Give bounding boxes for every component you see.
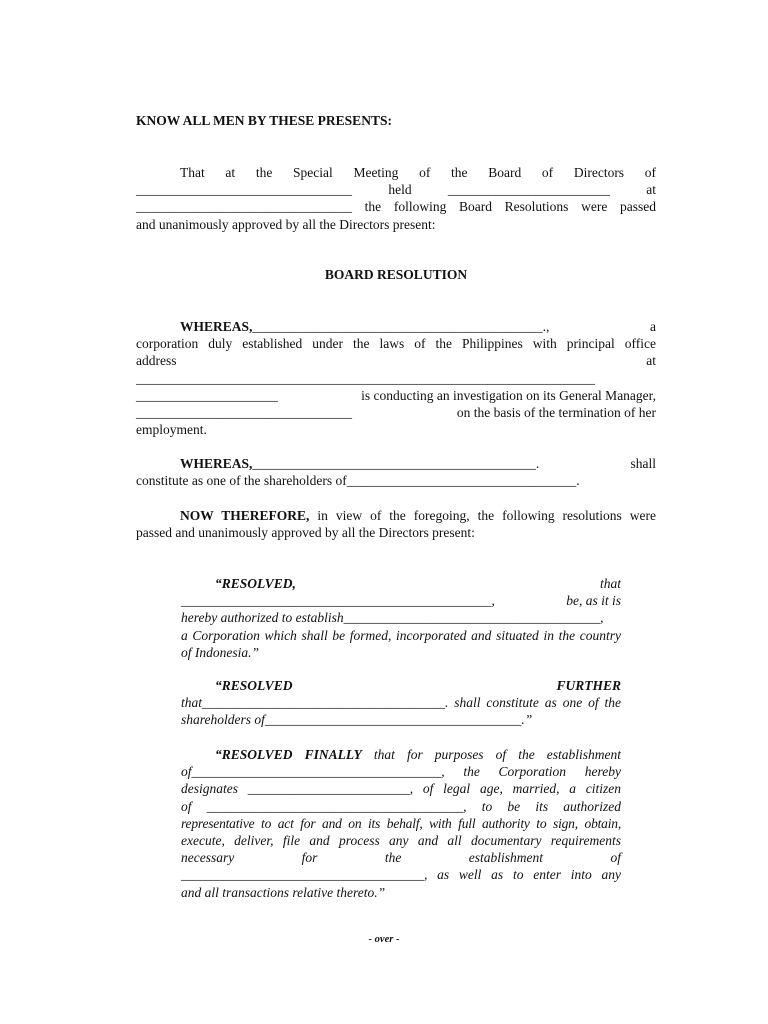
text-shall: shall bbox=[630, 456, 656, 471]
blank-field: ______________________________________________, bbox=[181, 593, 495, 609]
whereas-label: WHEREAS, bbox=[180, 319, 253, 334]
word: of bbox=[610, 850, 621, 866]
resolution-text: be, as it is bbox=[566, 593, 621, 609]
word: establishment bbox=[468, 850, 544, 866]
resolution-line: representative to act for and on its behalf, with full authority to sign, obtain, bbox=[181, 815, 621, 831]
resolution-line: designates ________________________, of legal age, married, a citizen bbox=[181, 781, 621, 797]
resolution-line: shareholders of______________________________________.” bbox=[181, 712, 533, 728]
whereas-text: is conducting an investigation on its General Manager, bbox=[361, 387, 656, 403]
word: necessary bbox=[181, 850, 235, 866]
resolution-line bbox=[181, 592, 621, 609]
resolution-2 bbox=[181, 677, 621, 729]
whereas-line: employment. bbox=[136, 422, 207, 438]
blank-field: ___________________________________________., bbox=[252, 319, 550, 334]
whereas-paragraph-2 bbox=[136, 455, 656, 489]
resolution-line: that____________________________________. shall constitute as one of the bbox=[181, 695, 621, 711]
intro-line: That at the Special Meeting of the Board of Directors of bbox=[180, 165, 656, 180]
document-title: BOARD RESOLUTION bbox=[324, 267, 468, 282]
whereas-text: on the basis of the termination of her bbox=[456, 405, 656, 421]
now-therefore-line: passed and unanimously approved by all the Directors present: bbox=[136, 525, 475, 541]
word: for bbox=[301, 850, 318, 866]
resolved-finally-label: “RESOLVED FINALLY bbox=[215, 747, 362, 762]
intro-line: and unanimously approved by all the Directors present: bbox=[136, 216, 436, 232]
now-therefore-label: NOW THEREFORE, bbox=[180, 508, 310, 523]
text-a: a bbox=[650, 319, 656, 334]
resolution-text: that for purposes of the establishment bbox=[373, 747, 622, 762]
resolution-line: and all transactions relative thereto.” bbox=[181, 884, 386, 900]
text-held: held bbox=[388, 182, 412, 198]
resolution-line bbox=[181, 575, 621, 592]
blank-field: __________________________________________. bbox=[252, 456, 540, 471]
now-therefore-paragraph bbox=[136, 507, 656, 541]
whereas-line bbox=[136, 472, 656, 489]
text-address: address bbox=[136, 353, 177, 369]
page-footer-over: - over - bbox=[368, 934, 400, 945]
whereas-line bbox=[136, 352, 656, 369]
whereas-line bbox=[136, 404, 656, 421]
now-therefore-text: in view of the foregoing, the following resolutions were bbox=[317, 508, 657, 523]
resolution-3 bbox=[181, 746, 621, 901]
resolution-1 bbox=[181, 575, 621, 661]
heading: KNOW ALL MEN BY THESE PRESENTS: bbox=[136, 113, 392, 128]
text-that: that bbox=[599, 576, 621, 591]
whereas-line bbox=[136, 318, 656, 335]
resolution-line bbox=[181, 849, 621, 866]
blank-field: __________________________________. bbox=[346, 473, 580, 489]
text-at: at bbox=[646, 182, 656, 198]
intro-line bbox=[136, 181, 656, 198]
resolution-line: execute, deliver, file and process any and all documentary requirements bbox=[181, 833, 621, 849]
blank-field: ____________________________________________________________________ bbox=[136, 370, 595, 386]
resolution-line: a Corporation which shall be formed, incorporated and situated in the country bbox=[181, 627, 621, 643]
resolved-label: “RESOLVED, bbox=[215, 576, 296, 591]
whereas-label: WHEREAS, bbox=[180, 456, 253, 471]
whereas-text: constitute as one of the shareholders of bbox=[136, 473, 347, 489]
blank-field: _____________________ bbox=[136, 387, 278, 403]
further-label: FURTHER bbox=[556, 678, 621, 693]
whereas-line: corporation duly established under the laws of the Philippines with principal office bbox=[136, 336, 656, 352]
whereas-line bbox=[136, 387, 656, 404]
word: the bbox=[384, 850, 402, 866]
resolution-line bbox=[181, 746, 621, 763]
intro-line: ________________________________ the following Board Resolutions were passed bbox=[136, 199, 656, 215]
whereas-line bbox=[136, 455, 656, 472]
resolution-line: of Indonesia.” bbox=[181, 644, 260, 660]
whereas-paragraph-1 bbox=[136, 318, 656, 438]
resolution-line: of ______________________________________, to be its authorized bbox=[181, 798, 621, 814]
resolved-label: “RESOLVED bbox=[215, 678, 293, 693]
blank-field: ________________________ bbox=[447, 182, 610, 198]
resolution-line: ____________________________________, as well as to enter into any bbox=[181, 867, 621, 883]
intro-paragraph bbox=[136, 164, 656, 233]
blank-field: ________________________________ bbox=[136, 405, 352, 421]
resolution-line: hereby authorized to establish______________________________________, bbox=[181, 610, 604, 626]
blank-field: ________________________________ bbox=[136, 182, 352, 198]
resolution-line bbox=[181, 677, 621, 694]
text-at: at bbox=[646, 353, 656, 369]
now-therefore-line bbox=[136, 507, 656, 524]
resolution-line: of_____________________________________, the Corporation hereby bbox=[181, 764, 621, 780]
